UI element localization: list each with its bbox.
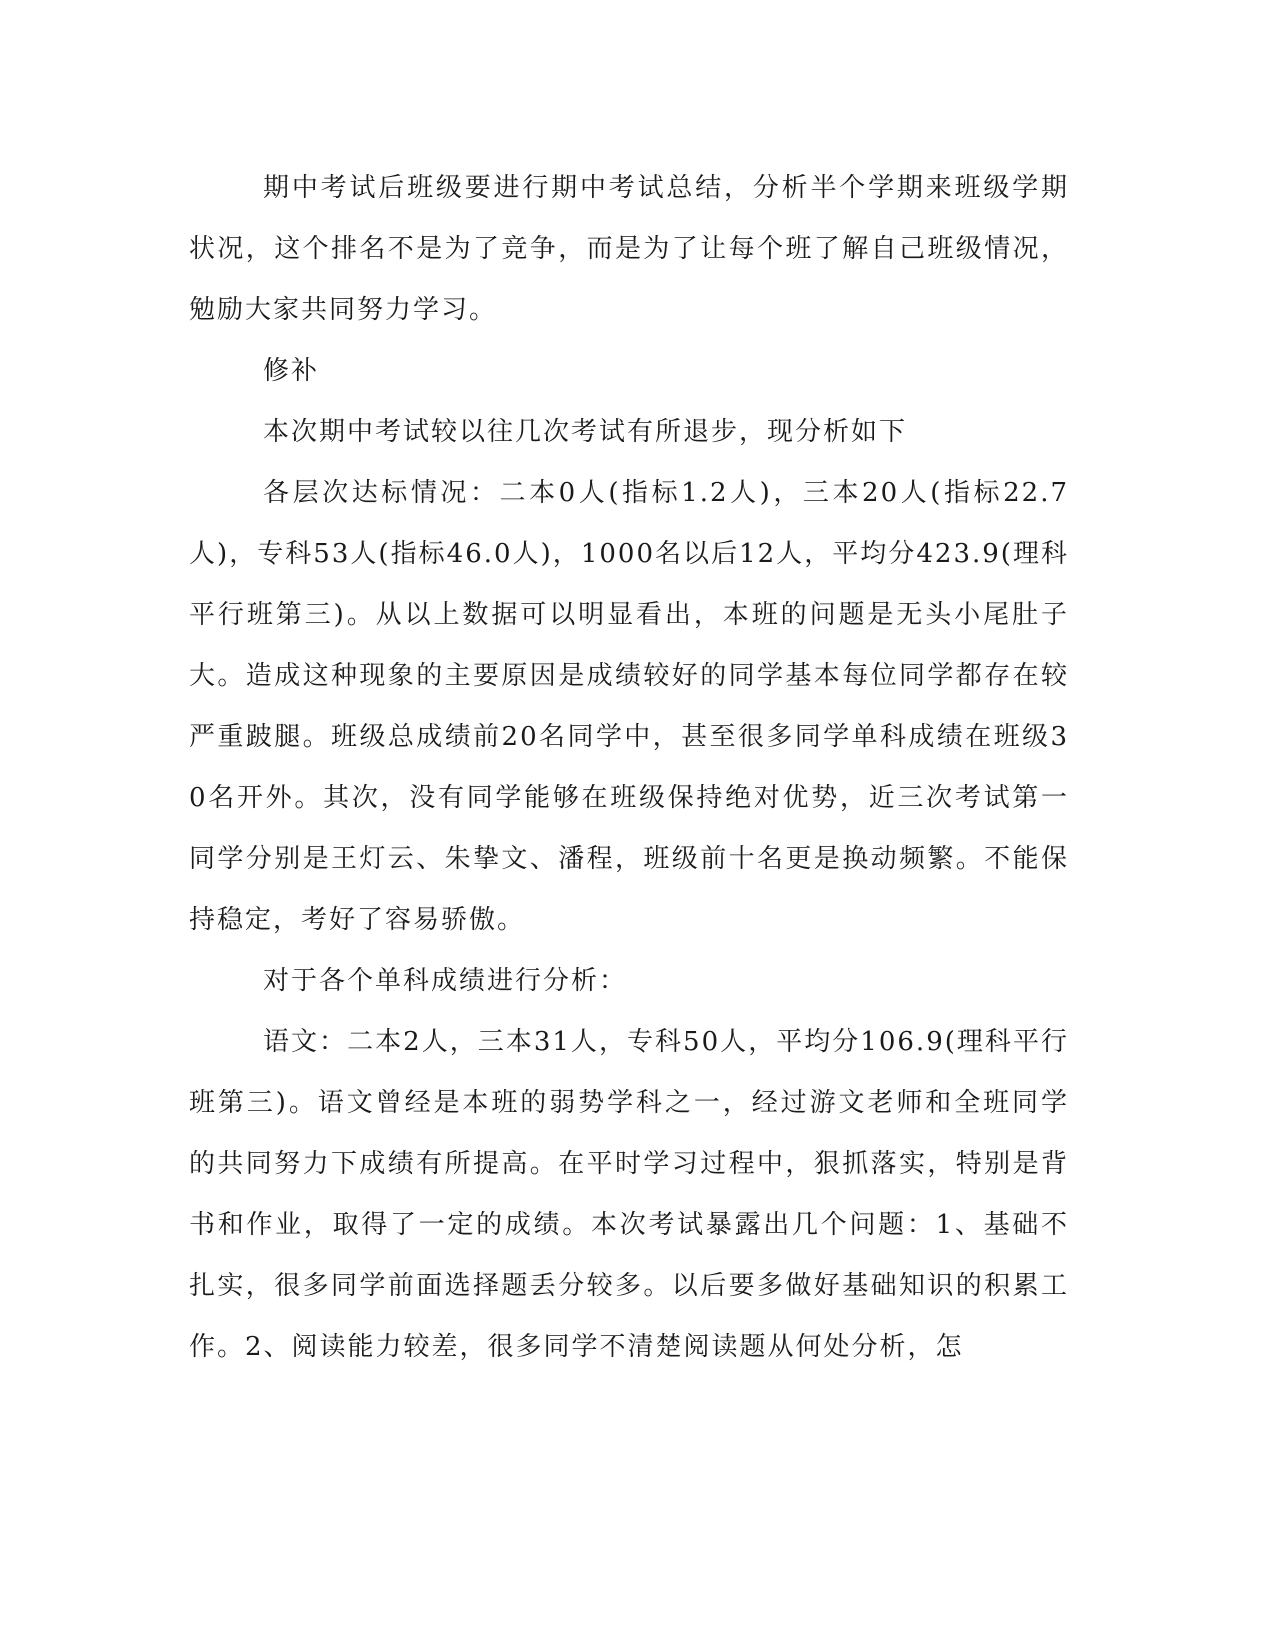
- paragraph-intro: 期中考试后班级要进行期中考试总结，分析半个学期来班级学期状况，这个排名不是为了竞争，而是为了让每个班了解自己班级情况，勉励大家共同努力学习。: [189, 173, 1069, 325]
- body-text: [189, 158, 1069, 1378]
- paragraph-level-results: 各层次达标情况：二本0人(指标1.2人)，三本20人(指标22.7人)，专科53人(指标46.0人)，1000名以后12人，平均分423.9(理科平行班第三)。从以上数据可以明显看出，本班的问题是无头小尾肚子大。造成这种现象的主要原因是成绩较好的同学基本每位同学都存在较严重跛腿。班级总成绩前20名同学中，甚至很多同学单科成绩在班级30名开外。其次，没有同学能够在班级保持绝对优势，近三次考试第一同学分别是王灯云、朱挚文、潘程，班级前十名更是换动频繁。不能保持稳定，考好了容易骄傲。: [189, 478, 1069, 935]
- paragraph-subject-intro: 对于各个单科成绩进行分析：: [263, 966, 628, 996]
- paragraph-chinese-subject: 语文：二本2人，三本31人，专科50人，平均分106.9(理科平行班第三)。语文曾经是本班的弱势学科之一，经过游文老师和全班同学的共同努力下成绩有所提高。在平时学习过程中，狠抓落实，特别是背书和作业，取得了一定的成绩。本次考试暴露出几个问题：1、基础不扎实，很多同学前面选择题丢分较多。以后要多做好基础知识的积累工作。2、阅读能力较差，很多同学不清楚阅读题从何处分析，怎: [189, 1027, 1069, 1362]
- paragraph-heading-repair: 修补: [263, 356, 320, 386]
- paragraph-analysis-intro: 本次期中考试较以往几次考试有所退步，现分析如下: [263, 417, 908, 447]
